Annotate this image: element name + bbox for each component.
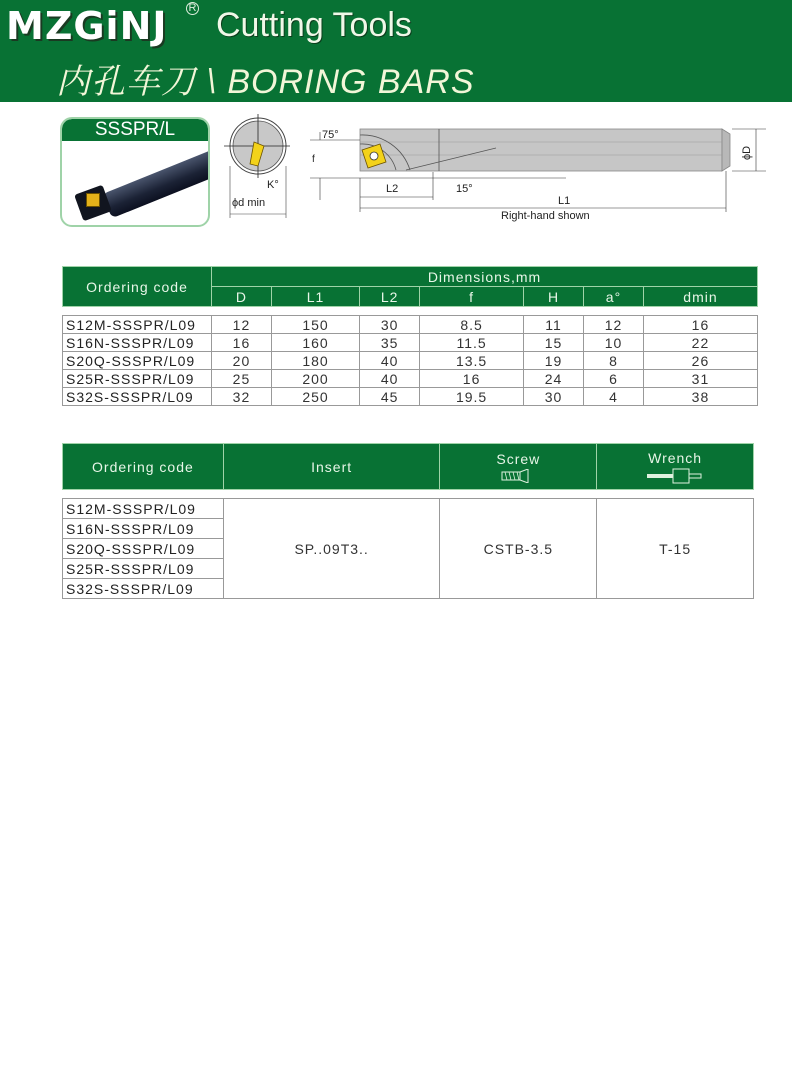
wrench-icon [645, 468, 705, 484]
column-header: dmin [643, 287, 757, 307]
table-row: S32S-SSSPR/L09 [63, 579, 754, 599]
table-row: S25R-SSSPR/L09 [63, 559, 754, 579]
wrench-header: Wrench [597, 444, 754, 490]
ordering-code-header: Ordering code [63, 444, 224, 490]
svg-text:75°: 75° [322, 129, 339, 141]
column-header: L2 [360, 287, 420, 307]
header-subtitle: Cutting Tools [216, 6, 412, 44]
svg-text:L1: L1 [558, 195, 571, 207]
screw-value: CSTB-3.5 [440, 499, 597, 599]
svg-text:ϕD: ϕD [741, 145, 753, 160]
screw-header: Screw [440, 444, 597, 490]
table-row: S20Q-SSSPR/L09 [63, 539, 754, 559]
ordering-code-header: Ordering code [63, 267, 212, 307]
end-view-drawing-icon [222, 114, 292, 220]
column-header: D [212, 287, 272, 307]
header-banner [0, 0, 792, 102]
wrench-value: T-15 [597, 499, 754, 599]
table-row: S12M-SSSPR/L09 12 150 30 8.5 11 12 16 [63, 316, 758, 334]
svg-text:f: f [312, 154, 315, 165]
svg-text:L2: L2 [386, 183, 399, 195]
side-view-diagram [306, 120, 776, 225]
table-row: S16N-SSSPR/L09 [63, 519, 754, 539]
product-label: SSSPR/L [62, 119, 208, 141]
insert-header: Insert [223, 444, 440, 490]
insert-value: SP..09T3.. [223, 499, 440, 599]
svg-text:Right-hand shown: Right-hand shown [501, 210, 590, 222]
registered-mark: R [186, 2, 199, 15]
end-view-diagram [222, 114, 292, 220]
parts-table [62, 443, 754, 599]
column-header: f [420, 287, 524, 307]
svg-text:15°: 15° [456, 183, 473, 195]
table-row: S32S-SSSPR/L09 32 250 45 19.5 30 4 38 [63, 388, 758, 406]
table-row: S12M-SSSPR/L09 SP..09T3.. CSTB-3.5 T-15 [63, 499, 754, 519]
svg-text:K°: K° [267, 179, 279, 191]
screw-icon [500, 469, 536, 483]
insert-icon [86, 193, 100, 207]
boring-bar-photo [102, 142, 210, 219]
dimensions-group-header: Dimensions,mm [212, 267, 758, 287]
dimensions-table [62, 266, 758, 406]
product-badge [60, 117, 210, 227]
svg-text:ϕd min: ϕd min [232, 197, 266, 209]
side-view-drawing-icon [306, 120, 776, 225]
page-title: 内孔车刀 \ BORING BARS [56, 63, 475, 101]
table-row: S25R-SSSPR/L09 25 200 40 16 24 6 31 [63, 370, 758, 388]
column-header: H [524, 287, 584, 307]
table-row: S20Q-SSSPR/L09 20 180 40 13.5 19 8 26 [63, 352, 758, 370]
table-row: S16N-SSSPR/L09 16 160 35 11.5 15 10 22 [63, 334, 758, 352]
column-header: L1 [271, 287, 359, 307]
column-header: a° [584, 287, 644, 307]
brand-logo: MZGiNJ [6, 4, 168, 48]
